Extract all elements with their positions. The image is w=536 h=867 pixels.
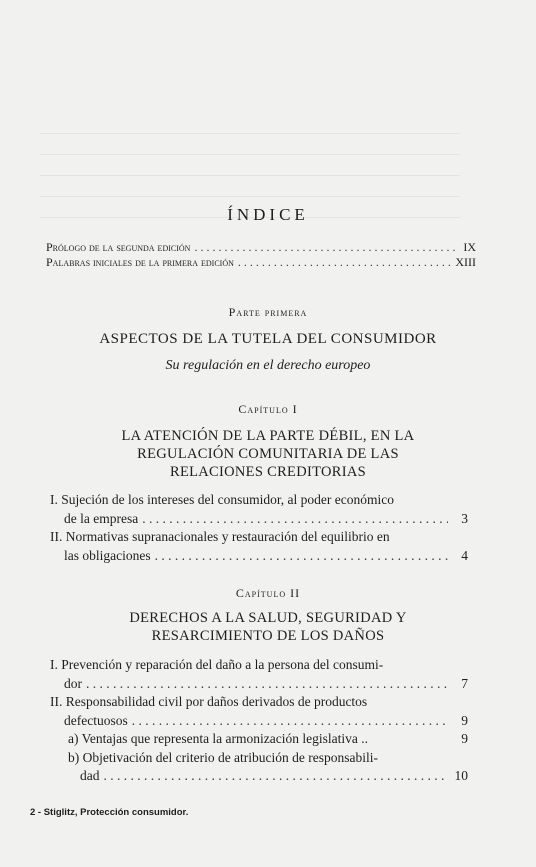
front-matter-list (46, 240, 476, 270)
entry-title: II. Normativas supranacionales y restauración del equilibrio en (50, 529, 390, 544)
part-label: Parte primera (228, 305, 308, 319)
page-number: IX (463, 240, 476, 254)
toc-entry[interactable] (50, 491, 468, 528)
footer-signature: 2 - Stiglitz, Protección consumidor. (30, 807, 189, 818)
entry-title-cont: defectuosos (64, 712, 128, 728)
entry-title: II. Responsabilidad civil por daños derivados de productos (50, 694, 368, 709)
part-title: ASPECTOS DE LA TUTELA DEL CONSUMIDOR (99, 331, 437, 347)
chapter-entries (50, 491, 468, 565)
entry-title-cont: dad (80, 768, 100, 783)
entry-title: I. Sujeción de los intereses del consumidor, al poder económico (50, 492, 394, 507)
page-number: 9 (461, 712, 468, 728)
chapter-title-line: DERECHOS A LA SALUD, SEGURIDAD Y (129, 610, 407, 626)
toc-subentry[interactable] (50, 749, 468, 786)
chapter-title-line: LA ATENCIÓN DE LA PARTE DÉBIL, EN LA (121, 428, 415, 444)
page-number: 9 (461, 731, 468, 746)
front-matter-item[interactable] (46, 255, 476, 270)
chapter-title-line: REGULACIÓN COMUNITARIA DE LAS (137, 446, 399, 462)
toc-subentry[interactable] (50, 730, 468, 749)
chapter-entries (50, 656, 468, 786)
entry-title-cont: las obligaciones (64, 547, 151, 563)
entry-title: I. Prevención y reparación del daño a la persona del consumi- (50, 657, 384, 672)
part-subtitle: Su regulación en el derecho europeo (165, 358, 371, 373)
chapter-label: Capítulo I (238, 402, 298, 416)
page-number: 3 (461, 510, 468, 526)
dot-leader (104, 767, 449, 786)
dot-leader (142, 510, 448, 529)
chapter-label: Capítulo II (235, 586, 301, 600)
page-title: ÍNDICE (227, 205, 309, 224)
dot-leader (86, 675, 448, 694)
entry-title: a) Ventajas que representa la armonización legislativa .. (68, 731, 368, 746)
chapter-title (0, 427, 536, 481)
dot-leader (194, 240, 456, 255)
page-number: XIII (455, 255, 476, 269)
front-matter-item[interactable] (46, 240, 476, 255)
toc-entry[interactable] (50, 693, 468, 730)
entry-title-cont: de la empresa (64, 510, 139, 526)
dot-leader (238, 255, 451, 270)
toc-entry[interactable] (50, 656, 468, 693)
front-matter-label: Prólogo de la segunda edición (46, 240, 191, 254)
page-number: 7 (461, 675, 468, 691)
front-matter-label: Palabras iniciales de la primera edición (46, 255, 234, 269)
dot-leader (132, 712, 448, 731)
page-number: 10 (454, 768, 468, 783)
chapter-title-line: RELACIONES CREDITORIAS (169, 464, 367, 480)
entry-title-cont: dor (64, 675, 82, 691)
chapter-title (0, 609, 536, 645)
toc-entry[interactable] (50, 528, 468, 565)
entry-title: b) Objetivación del criterio de atribución de responsabili- (68, 749, 379, 765)
page-number: 4 (461, 547, 468, 563)
chapter-title-line: RESARCIMIENTO DE LOS DAÑOS (151, 628, 385, 644)
dot-leader (155, 547, 448, 566)
